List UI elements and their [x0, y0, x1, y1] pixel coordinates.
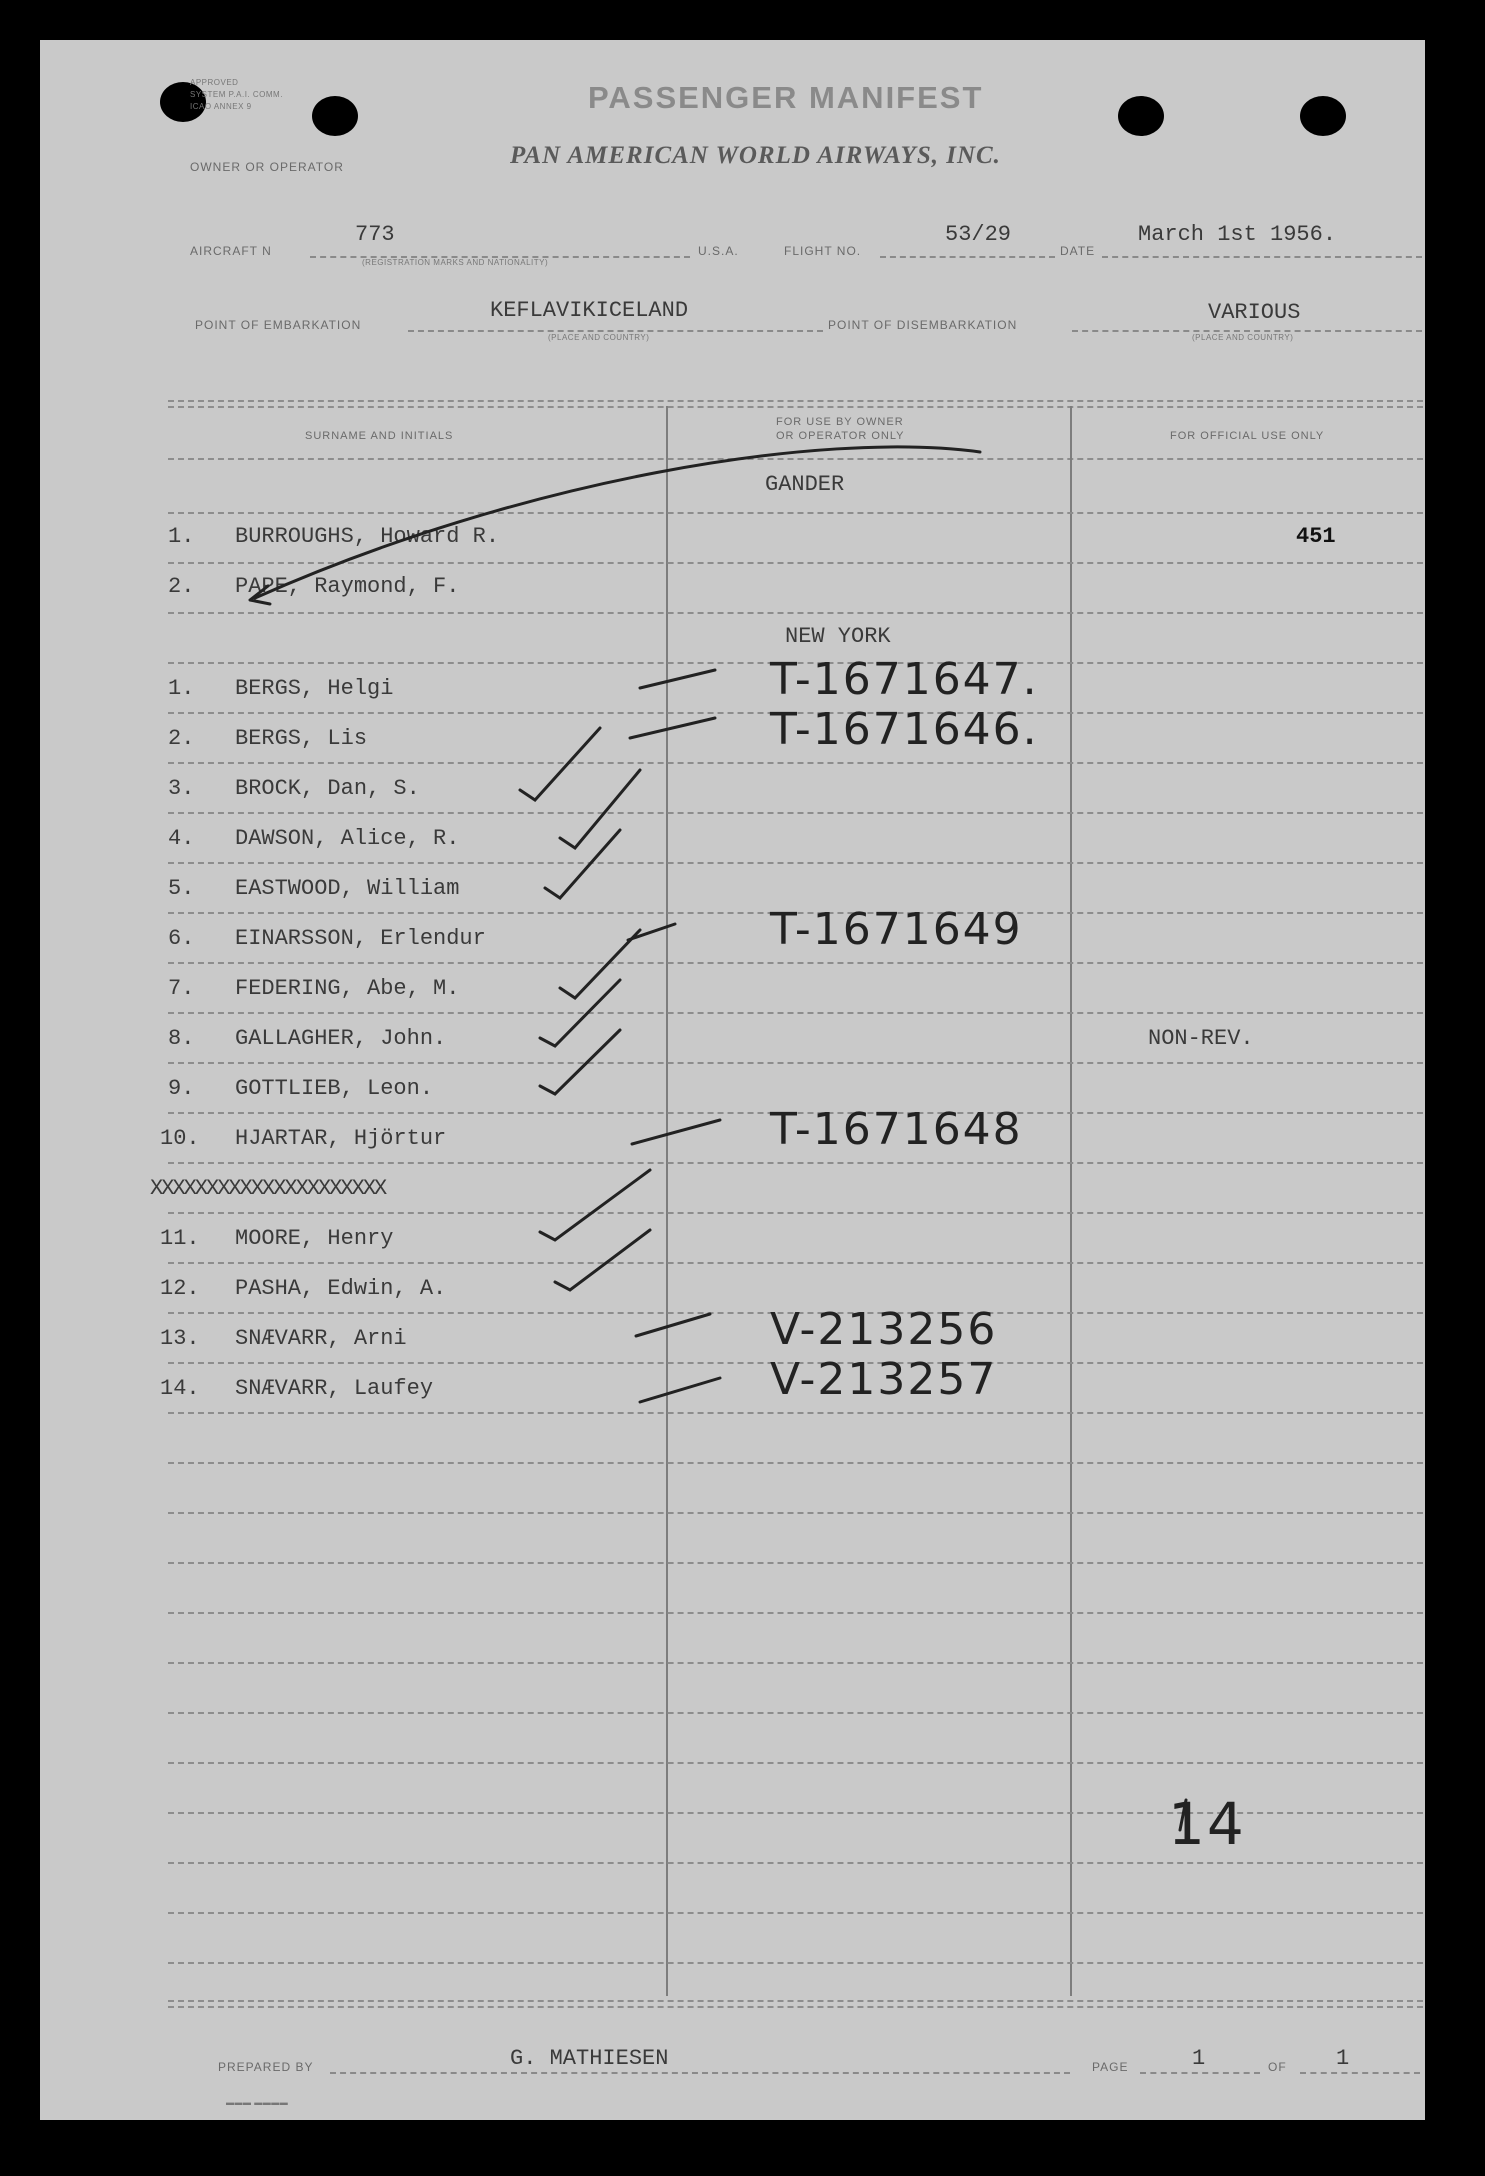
- section-new-york: NEW YORK: [785, 624, 891, 649]
- passenger-number: 11.: [160, 1226, 200, 1251]
- column-header-owner-use: FOR USE BY OWNER: [776, 416, 904, 428]
- passenger-name: BERGS, Lis: [235, 726, 368, 751]
- flight-value: 53/29: [945, 222, 1012, 247]
- flight-label: FLIGHT NO.: [784, 244, 862, 258]
- passenger-number: 1.: [168, 676, 195, 701]
- aircraft-value: 773: [355, 222, 395, 247]
- column-header-surname: SURNAME AND INITIALS: [305, 430, 454, 442]
- passenger-name: GOTTLIEB, Leon.: [235, 1076, 434, 1101]
- prepared-label: PREPARED BY: [218, 2060, 314, 2074]
- passenger-number: 8.: [168, 1026, 195, 1051]
- dash-mark: [630, 718, 715, 738]
- passenger-name: EASTWOOD, William: [235, 876, 460, 901]
- owner-label: OWNER OR OPERATOR: [190, 160, 344, 174]
- passenger-number: 3.: [168, 776, 195, 801]
- passenger-number: 6.: [168, 926, 195, 951]
- aircraft-label: AIRCRAFT N: [190, 244, 272, 258]
- passenger-name: FEDERING, Abe, M.: [235, 976, 460, 1001]
- embark-sub: (PLACE AND COUNTRY): [548, 333, 650, 342]
- aircraft-sub: (REGISTRATION MARKS AND NATIONALITY): [362, 258, 549, 267]
- page-value: 1: [1192, 2046, 1206, 2071]
- ticket-number: T-1671646.: [770, 704, 1039, 755]
- dash-mark: [640, 670, 715, 688]
- passenger-name: PASHA, Edwin, A.: [235, 1276, 447, 1301]
- passenger-number: 12.: [160, 1276, 200, 1301]
- check-mark: [555, 1230, 650, 1290]
- check-mark: [540, 1030, 620, 1094]
- dash-mark: [632, 1120, 720, 1144]
- passenger-name: GALLAGHER, John.: [235, 1026, 447, 1051]
- date-value: March 1st 1956.: [1138, 222, 1337, 247]
- passenger-name: BURROUGHS, Howard R.: [235, 524, 500, 549]
- of-label: OF: [1268, 2060, 1287, 2074]
- disembark-value: VARIOUS: [1208, 300, 1301, 325]
- of-value: 1: [1336, 2046, 1350, 2071]
- passenger-number: 10.: [160, 1126, 200, 1151]
- passenger-number: 2.: [168, 726, 195, 751]
- total-count: 14: [1168, 1790, 1246, 1858]
- passenger-name: EINARSSON, Erlendur: [235, 926, 486, 951]
- ticket-number: V-213256: [770, 1304, 998, 1355]
- passenger-number: 4.: [168, 826, 195, 851]
- prepared-value: G. MATHIESEN: [510, 2046, 669, 2071]
- official-note: NON-REV.: [1148, 1026, 1254, 1051]
- disembark-sub: (PLACE AND COUNTRY): [1192, 333, 1294, 342]
- passenger-name: MOORE, Henry: [235, 1226, 394, 1251]
- passenger-number: 9.: [168, 1076, 195, 1101]
- passenger-number: 7.: [168, 976, 195, 1001]
- passenger-name: BROCK, Dan, S.: [235, 776, 420, 801]
- check-mark: [540, 980, 620, 1046]
- form-number: ▬▬▬ ▬▬▬▬: [226, 2098, 289, 2107]
- check-mark: [520, 728, 600, 800]
- passenger-name: PAPE, Raymond, F.: [235, 574, 460, 599]
- passenger-name: BERGS, Helgi: [235, 676, 394, 701]
- bracket-arrow-stroke: [255, 447, 980, 598]
- section-gander: GANDER: [765, 472, 845, 497]
- page-label: PAGE: [1092, 2060, 1129, 2074]
- column-header-official: FOR OFFICIAL USE ONLY: [1170, 430, 1325, 442]
- column-header-owner-use-2: OR OPERATOR ONLY: [776, 430, 905, 442]
- page-title: PASSENGER MANIFEST: [588, 80, 984, 115]
- passenger-name: SNÆVARR, Laufey: [235, 1376, 434, 1401]
- embark-label: POINT OF EMBARKATION: [195, 318, 362, 332]
- passenger-name: HJARTAR, Hjörtur: [235, 1126, 447, 1151]
- passenger-number: 2.: [168, 574, 195, 599]
- dash-mark: [640, 1378, 720, 1402]
- usa-label: U.S.A.: [698, 244, 739, 258]
- official-note: 451: [1296, 524, 1336, 549]
- ticket-number: T-1671649: [770, 904, 1023, 955]
- ticket-number: T-1671647.: [770, 654, 1039, 705]
- passenger-number: 14.: [160, 1376, 200, 1401]
- approved-stamp: APPROVED: [190, 78, 239, 87]
- disembark-label: POINT OF DISEMBARKATION: [828, 318, 1018, 332]
- ticket-number: V-213257: [770, 1354, 998, 1405]
- passenger-name: SNÆVARR, Arni: [235, 1326, 407, 1351]
- date-label: DATE: [1060, 244, 1096, 258]
- approved-stamp-line3: ICAO ANNEX 9: [190, 102, 252, 111]
- passenger-name: XXXXXXXXXXXXXXXXXXXXX: [150, 1176, 386, 1201]
- passenger-number: 1.: [168, 524, 195, 549]
- embark-value: KEFLAVIKICELAND: [490, 298, 689, 323]
- dash-mark: [636, 1314, 710, 1336]
- passenger-number: 13.: [160, 1326, 200, 1351]
- check-mark: [540, 1170, 650, 1240]
- dash-mark: [628, 924, 675, 940]
- ticket-number: T-1671648: [770, 1104, 1023, 1155]
- passenger-name: DAWSON, Alice, R.: [235, 826, 460, 851]
- passenger-number: 5.: [168, 876, 195, 901]
- company-name: PAN AMERICAN WORLD AIRWAYS, INC.: [510, 142, 1001, 169]
- check-mark: [560, 770, 640, 848]
- approved-stamp-line2: SYSTEM P.A.I. COMM.: [190, 90, 283, 99]
